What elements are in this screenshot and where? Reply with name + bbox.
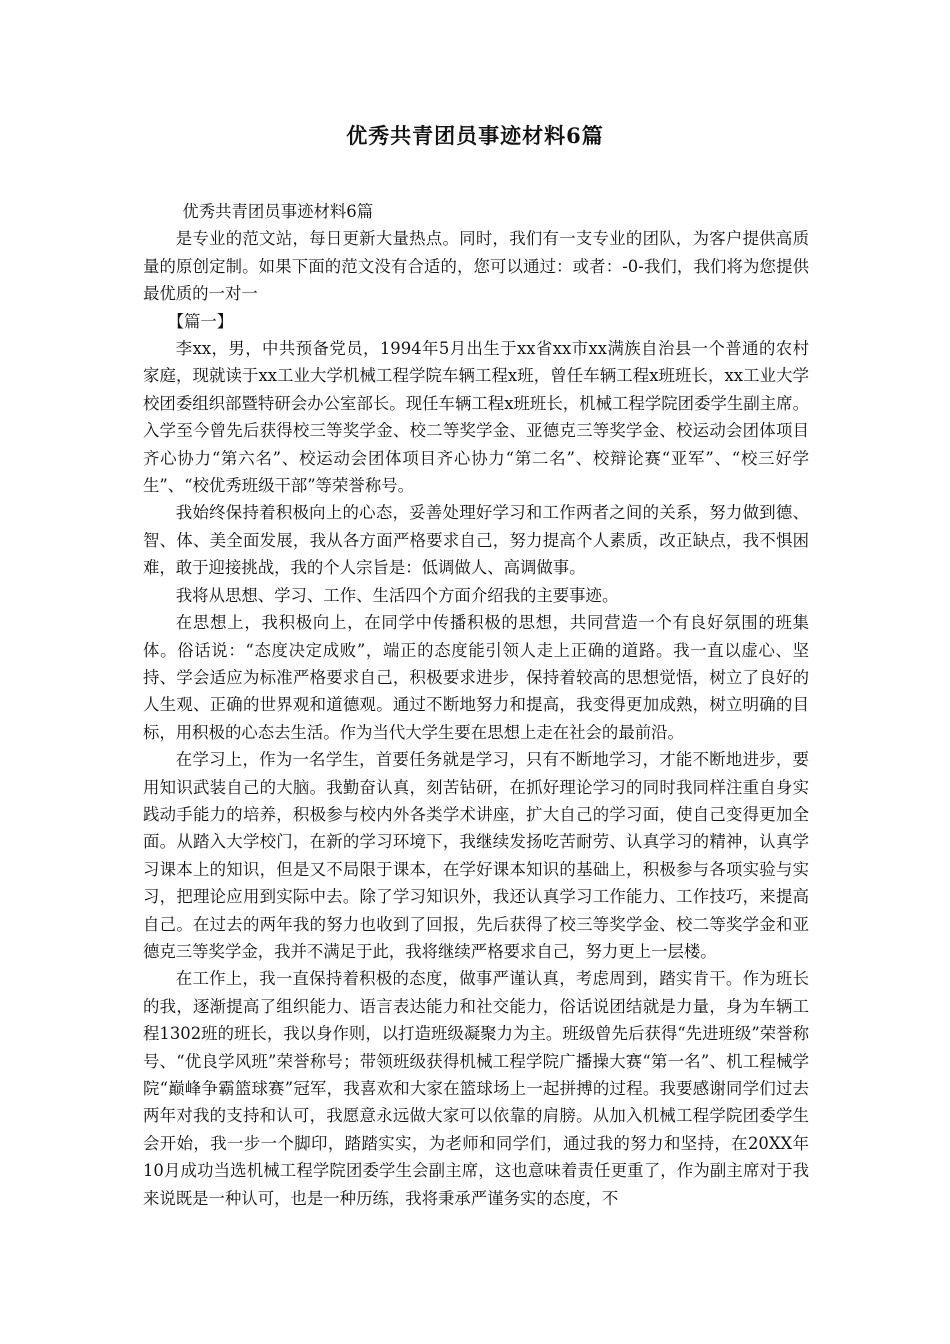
paragraph-outline: 我将从思想、学习、工作、生活四个方面介绍我的主要事迹。: [175, 585, 619, 605]
paragraph-study: 在学习上，作为一名学生，首要任务就是学习，只有不断地学习，才能不断地进步，要用知识武装自己的大脑。我勤奋认真，刻苦钻研，在抓好理论学习的同时我同样注重自身实践动手能力的培养，积极参与校内外各类学术讲座，扩大自己的学习面，使自己变得更加全面。从踏入大学校门，在新的学习环境下，我继续发扬吃苦耐劳、认真学习的精神，认真学习课本上的知识，但是又不局限于课本，在学好课本知识的基础上，积极参与各项实验与实习，把理论应用到实际中去。除了学习知识外，我还认真学习工作能力、工作技巧，来提高自己。在过去的两年我的努力也收到了回报，先后获得了校三等奖学金、校二等奖学金和亚德克三等奖学金，我并不满足于此，我将继续严格要求自己，努力更上一层楼。: [143, 750, 809, 961]
section-label: 【篇一】: [167, 311, 234, 331]
paragraph-thought: 在思想上，我积极向上，在同学中传播积极的思想，共同营造一个有良好氛围的班集体。俗话说：“态度决定成败”，端正的态度能引领人走上正确的道路。我一直以虚心、坚持、学会适应为标准严格要求自己，积极要求进步，保持着较高的思想觉悟，树立了良好的人生观、正确的世界观和道德观。通过不断地努力和提高，我变得更加成熟，树立明确的目标，用积极的心态去生活。作为当代大学生要在思想上走在社会的最前沿。: [143, 613, 809, 742]
paragraph-profile: 李xx，男，中共预备党员，1994年5月出生于xx省xx市xx满族自治县一个普通的农村家庭，现就读于xx工业大学机械工程学院车辆工程x班，曾任车辆工程x班班长，xx工业大学校团委组织部暨特研会办公室部长。现任车辆工程x班班长，机械工程学院团委学生副主席。入学至今曾先后获得校三等奖学金、校二等奖学金、亚德克三等奖学金、校运动会团体项目齐心协力“第六名”、校运动会团体项目齐心协力“第二名”、校辩论赛“亚军”、“校三好学生”、“校优秀班级干部”等荣誉称号。: [143, 339, 809, 496]
document-body: [143, 198, 809, 1212]
document-title: 优秀共青团员事迹材料6篇: [346, 123, 604, 148]
paragraph-heading: 优秀共青团员事迹材料6篇: [182, 202, 374, 221]
paragraph-work: 在工作上，我一直保持着积极的态度，做事严谨认真，考虑周到，踏实肯干。作为班长的我，逐渐提高了组织能力、语言表达能力和社交能力，俗话说团结就是力量，身为车辆工程1302班的班长，我以身作则，以打造班级凝聚力为主。班级曾先后获得“先进班级”荣誉称号、“优良学风班”荣誉称号；带领班级获得机械工程学院广播操大赛“第一名”、机工程械学院“巅峰争霸篮球赛”冠军，我喜欢和大家在篮球场上一起拼搏的过程。我要感谢同学们过去两年对我的支持和认可，我愿意永远做大家可以依靠的肩膀。从加入机械工程学院团委学生会开始，我一步一个脚印，踏踏实实，为老师和同学们，通过我的努力和坚持，在20XX年10月成功当选机械工程学院团委学生会副主席，这也意味着责任更重了，作为副主席对于我来说既是一种认可，也是一种历练，我将秉承严谨务实的态度，不: [143, 969, 809, 1208]
paragraph-intro: 是专业的范文站，每日更新大量热点。同时，我们有一支专业的团队，为客户提供高质量的原创定制。如果下面的范文没有合适的，您可以通过：或者：-0-我们，我们将为您提供最优质的一对一: [143, 229, 809, 304]
paragraph-attitude: 我始终保持着积极向上的心态，妥善处理好学习和工作两者之间的关系，努力做到德、智、体、美全面发展，我从各方面严格要求自己，努力提高个人素质，改正缺点，我不惧困难，敢于迎接挑战，我的个人宗旨是：低调做人、高调做事。: [143, 503, 809, 578]
